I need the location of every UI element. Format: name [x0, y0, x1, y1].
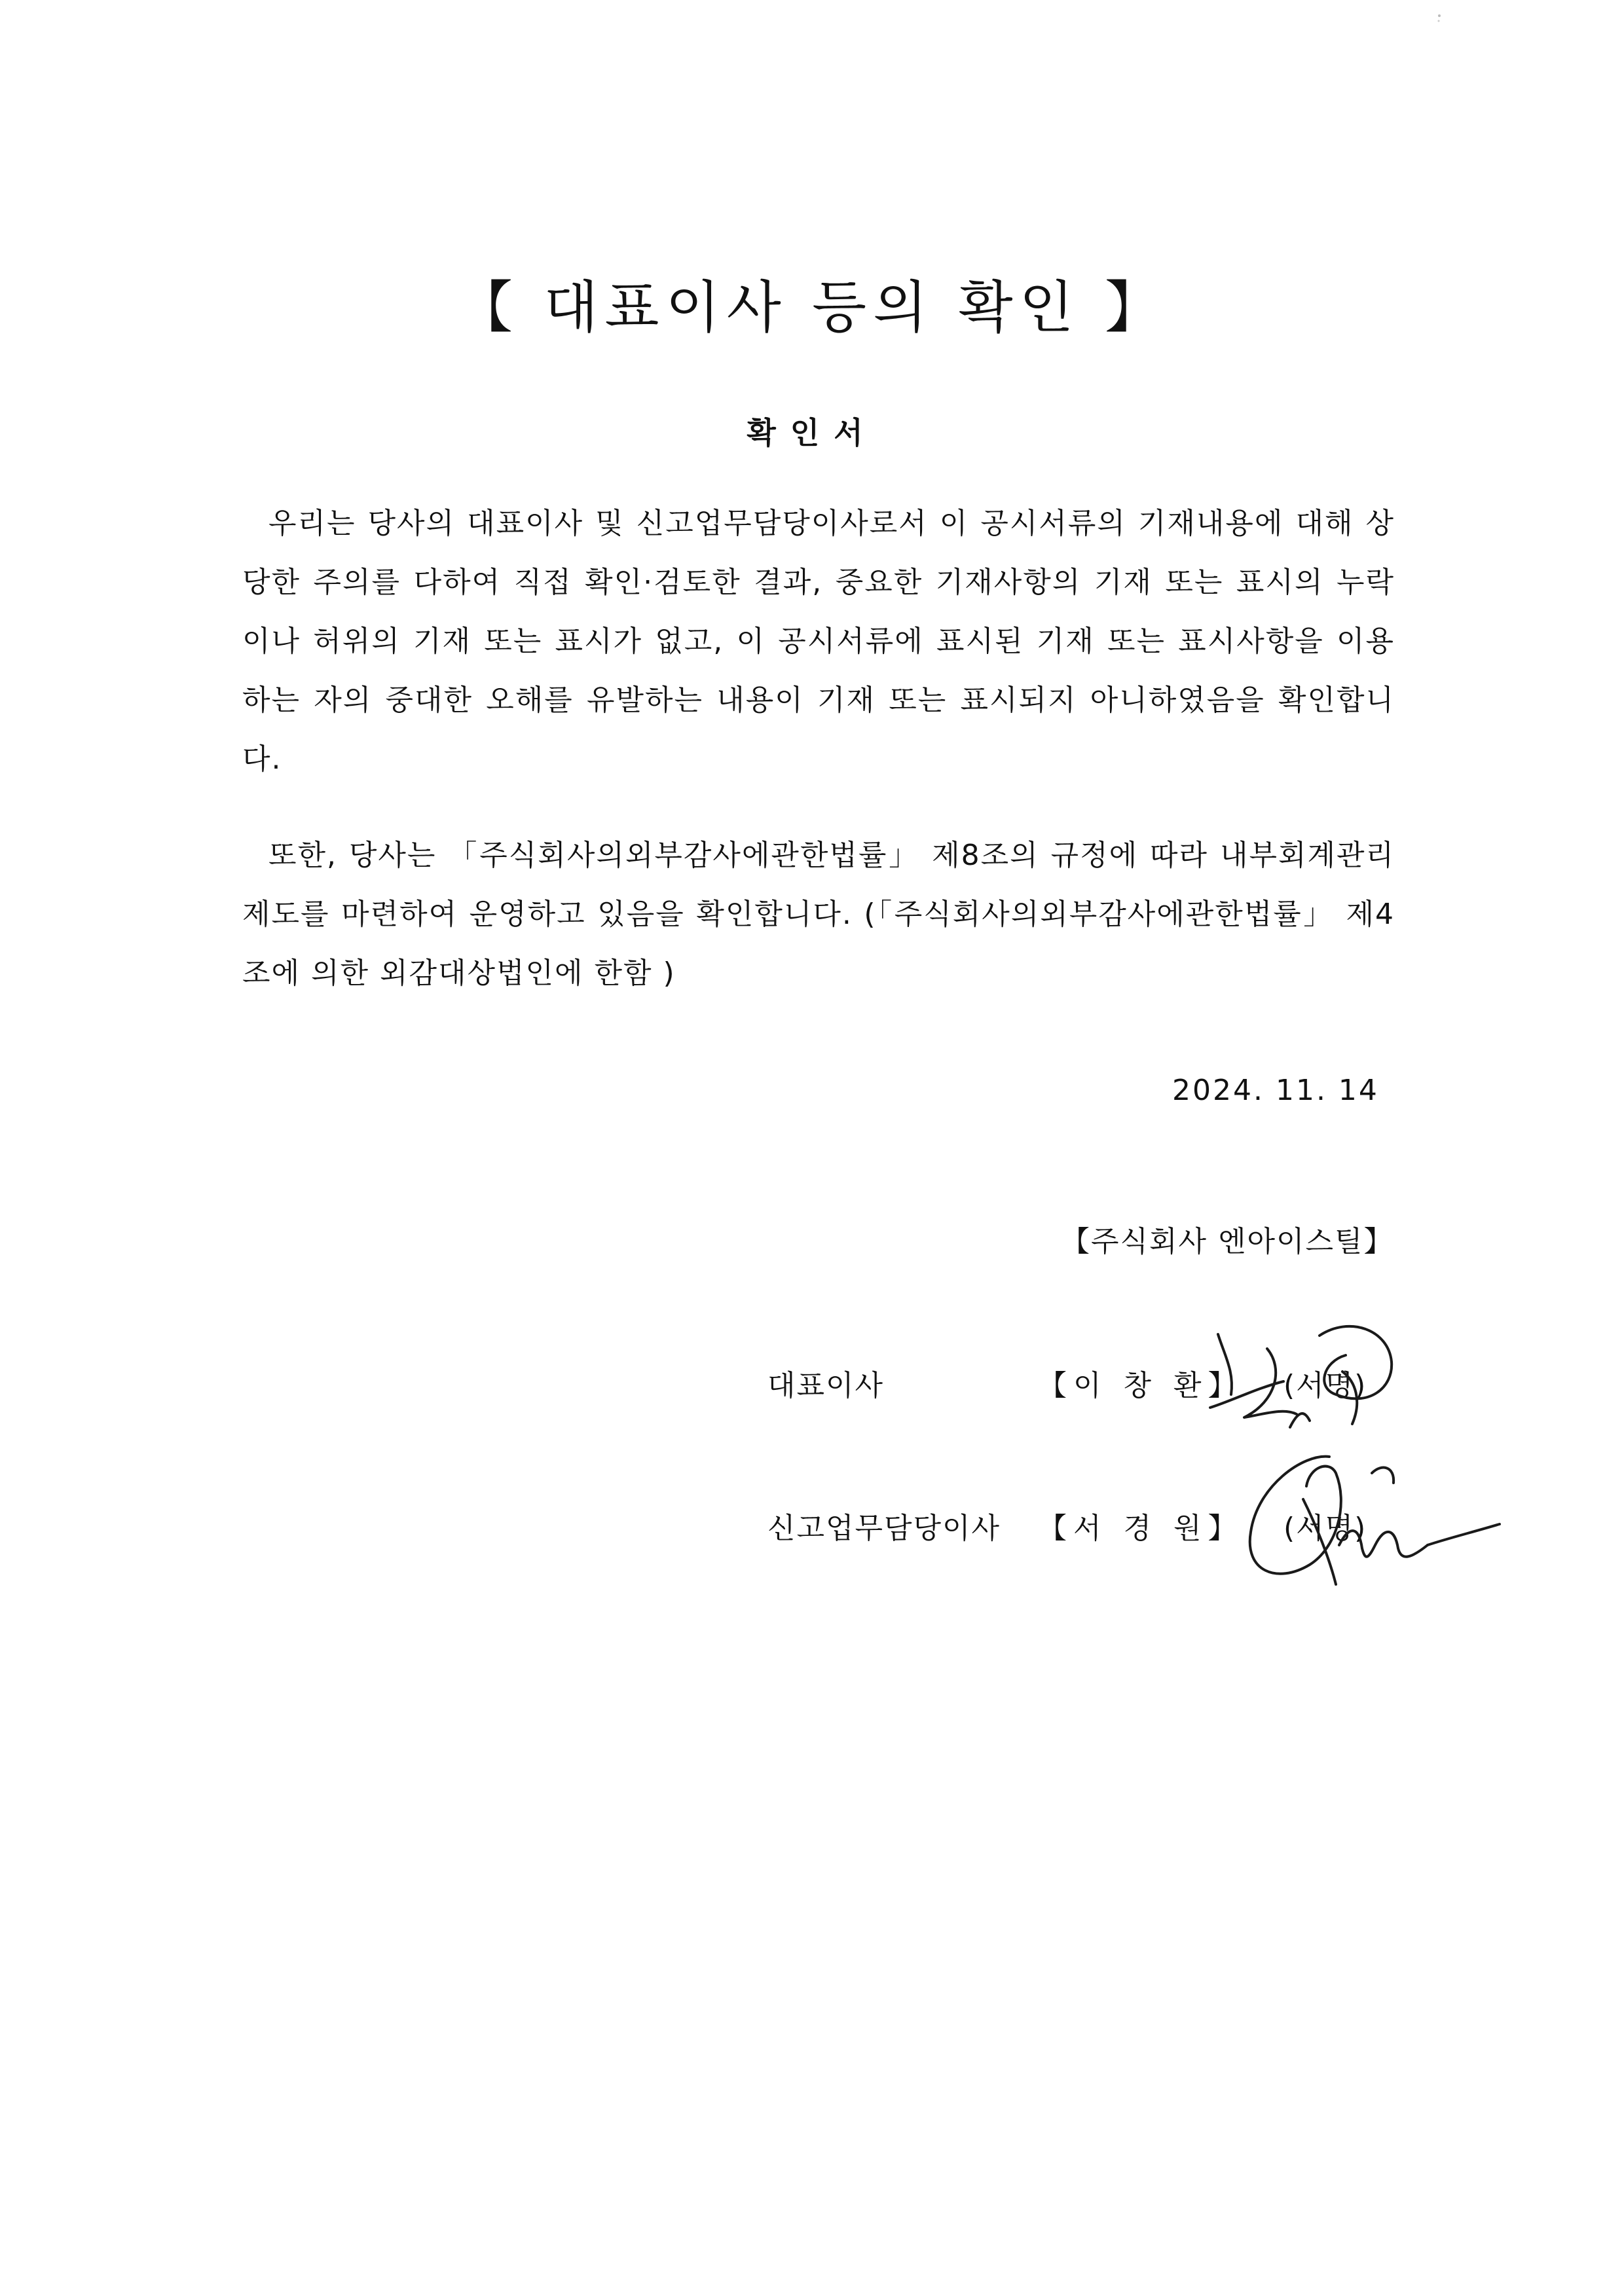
handwritten-signature-ceo [1205, 1309, 1408, 1447]
internal-control-paragraph: 또한, 당사는 「주식회사의외부감사에관한법률」 제8조의 규정에 따라 내부회계관리제도를 마련하여 운영하고 있음을 확인합니다. (「주식회사의외부감사에관한법률」 제4조에 의한 외감대상법인에 한함 ) [242, 839, 1395, 990]
confirmation-paragraph: 우리는 당사의 대표이사 및 신고업무담당이사로서 이 공시서류의 기재내용에 대해 상당한 주의를 다하여 직접 확인·검토한 결과, 중요한 기재사항의 기재 또는 표시의 누락이나 허위의 기재 또는 표시가 없고, 이 공시서류에 표시된 기재 또는 표시사항을 이용하는 자의 중대한 오해를 유발하는 내용이 기재 또는 표시되지 아니하였음을 확인합니다. [242, 507, 1395, 776]
company-name: 【주식회사 엔아이스틸】 [1061, 1225, 1394, 1258]
document-title: 【 대표이사 등의 확인 】 [456, 275, 1168, 340]
signature-label-ceo: (서명) [1283, 1369, 1367, 1402]
signatory-name-ceo: 【이 창 환】 [1038, 1369, 1244, 1402]
scan-speck-mark [1435, 12, 1443, 25]
document-subtitle: 확인서 [747, 415, 877, 450]
signature-label-disclosure-officer: (서명) [1283, 1512, 1367, 1545]
signatory-role-disclosure-officer: 신고업무담당이사 [767, 1512, 1001, 1545]
signatory-name-disclosure-officer: 【서 경 원】 [1038, 1512, 1244, 1545]
handwritten-signature-disclosure-officer [1231, 1427, 1506, 1597]
signatory-role-ceo: 대표이사 [767, 1369, 885, 1402]
document-date: 2024. 11. 14 [1172, 1074, 1379, 1107]
